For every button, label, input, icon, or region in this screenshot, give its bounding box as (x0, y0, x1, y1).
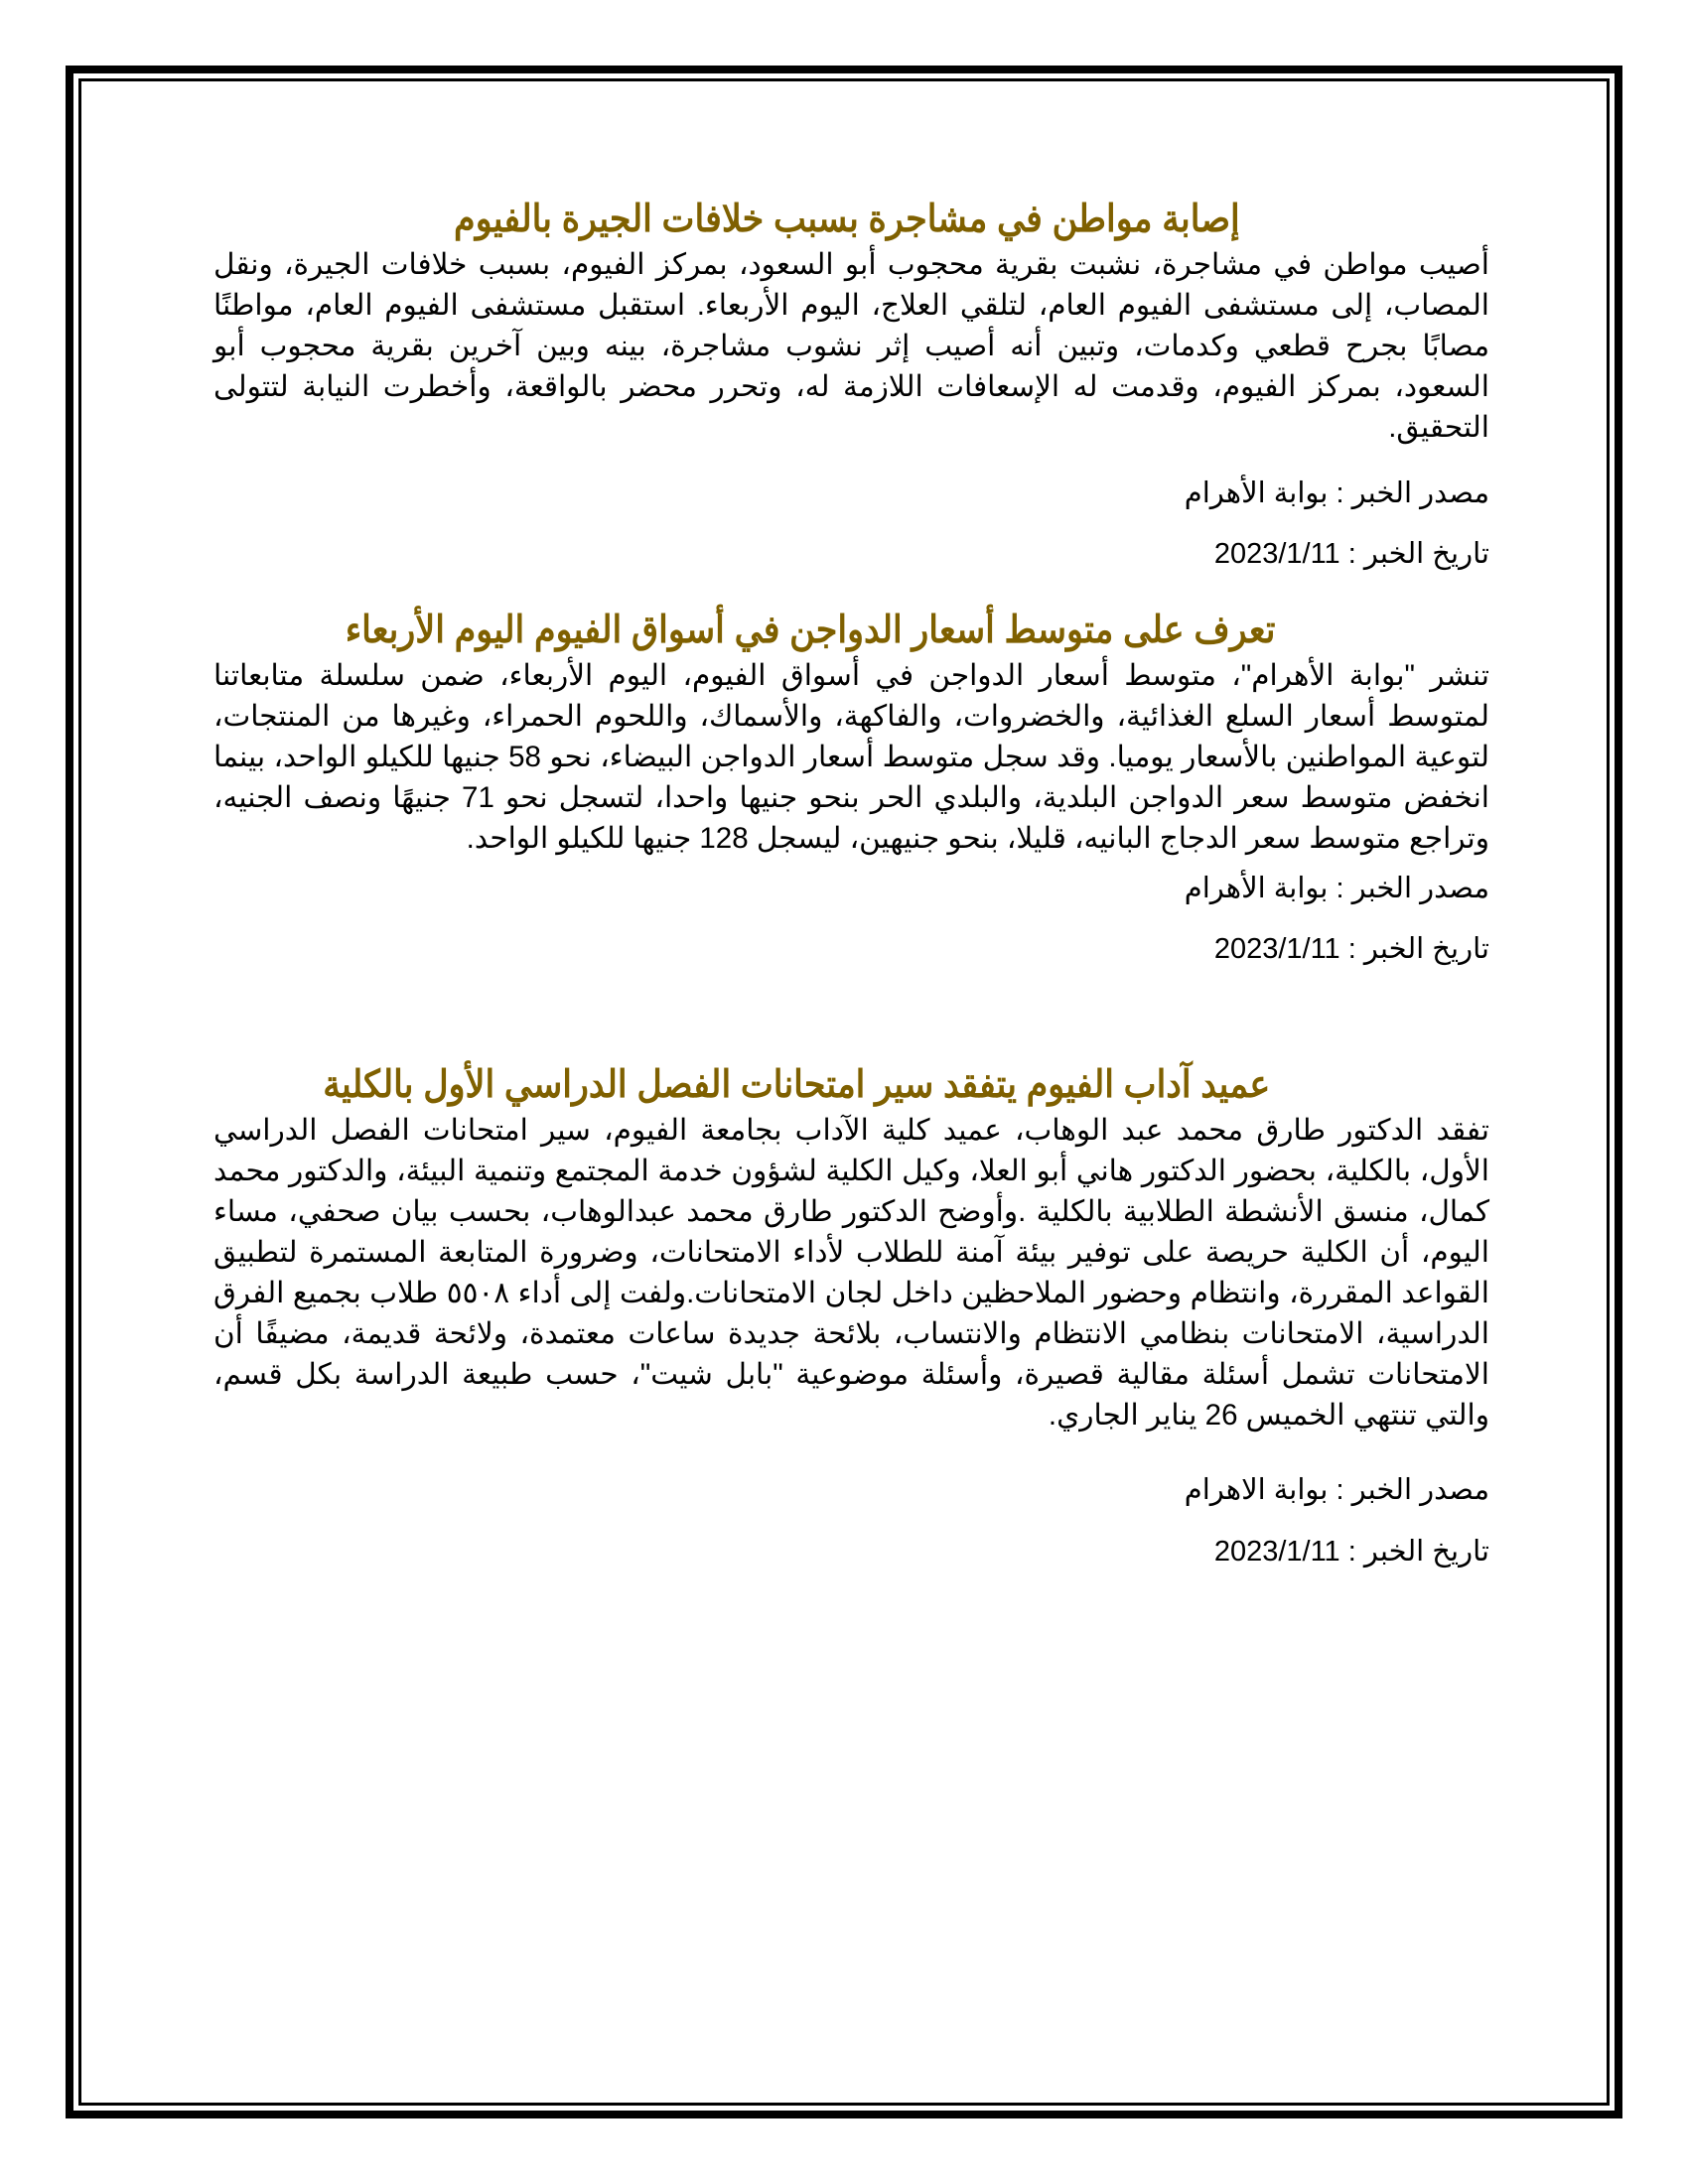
article-body: تفقد الدكتور طارق محمد عبد الوهاب، عميد كلية الآداب بجامعة الفيوم، سير امتحانات الفصل الدراسي الأول، بالكلية، بحضور الدكتور هاني أبو العلا، وكيل الكلية لشؤون خدمة المجتمع وتنمية البيئة، والدكتور محمد كمال، منسق الأنشطة الطلابية بالكلية .وأوضح الدكتور طارق محمد عبدالوهاب، بحسب بيان صحفي، مساء اليوم، أن الكلية حريصة على توفير بيئة آمنة للطلاب لأداء الامتحانات، وضرورة المتابعة المستمرة لتطبيق القواعد المقررة، وانتظام وحضور الملاحظين داخل لجان الامتحانات.ولفت إلى أداء ٥٥٠٨ طلاب بجميع الفرق الدراسية، الامتحانات بنظامي الانتظام والانتساب، بلائحة جديدة ساعات معتمدة، ولائحة قديمة، مضيفًا أن الامتحانات تشمل أسئلة مقالية قصيرة، وأسئلة موضوعية "بابل شيت"، حسب طبيعة الدراسة بكل قسم، والتي تنتهي الخميس 26 يناير الجاري. (213, 1114, 1489, 1432)
article-source: مصدر الخبر : بوابة الاهرام (1184, 1474, 1489, 1506)
article-date: تاريخ الخبر : 2023/1/11 (1213, 933, 1489, 965)
article-headline: عميد آداب الفيوم يتفقد سير امتحانات الفصل الدراسي الأول بالكلية (323, 1064, 1271, 1106)
article-date: تاريخ الخبر : 2023/1/11 (1213, 1536, 1489, 1568)
news-article-2 (213, 606, 1489, 969)
news-article-3 (213, 1060, 1489, 1571)
article-headline: إصابة مواطن في مشاجرة بسبب خلافات الجيرة بالفيوم (454, 199, 1240, 240)
news-article-1 (213, 195, 1489, 574)
article-date: تاريخ الخبر : 2023/1/11 (1213, 538, 1489, 570)
article-source: مصدر الخبر : بوابة الأهرام (1184, 873, 1489, 904)
article-headline: تعرف على متوسط أسعار الدواجن في أسواق الفيوم اليوم الأربعاء (345, 610, 1276, 651)
article-body: تنشر "بوابة الأهرام"، متوسط أسعار الدواجن في أسواق الفيوم، اليوم الأربعاء، ضمن سلسلة متابعاتنا لمتوسط أسعار السلع الغذائية، والخضروات، والفاكهة، والأسماك، واللحوم الحمراء، وغيرها من المنتجات، لتوعية المواطنين بالأسعار يوميا. وقد سجل متوسط أسعار الدواجن البيضاء، نحو 58 جنيها للكيلو الواحد، بينما انخفض متوسط سعر الدواجن البلدية، والبلدي الحر بنحو جنيها واحدا، لتسجل نحو 71 جنيهًا ونصف الجنيه، وتراجع متوسط سعر الدجاج البانيه، قليلا، بنحو جنيهين، ليسجل 128 جنيها للكيلو الواحد. (213, 659, 1489, 855)
article-source: مصدر الخبر : بوابة الأهرام (1184, 478, 1489, 509)
article-body: أصيب مواطن في مشاجرة، نشبت بقرية محجوب أبو السعود، بمركز الفيوم، بسبب خلافات الجيرة، ونقل المصاب، إلى مستشفى الفيوم العام، لتلقي العلاج، اليوم الأربعاء. استقبل مستشفى الفيوم العام، مواطنًا مصابًا بجرح قطعي وكدمات، وتبين أنه أصيب إثر نشوب مشاجرة، بينه وبين آخرين بقرية محجوب أبو السعود، بمركز الفيوم، وقدمت له الإسعافات اللازمة له، وتحرر محضر بالواقعة، وأخطرت النيابة لتتولى التحقيق. (213, 248, 1489, 444)
